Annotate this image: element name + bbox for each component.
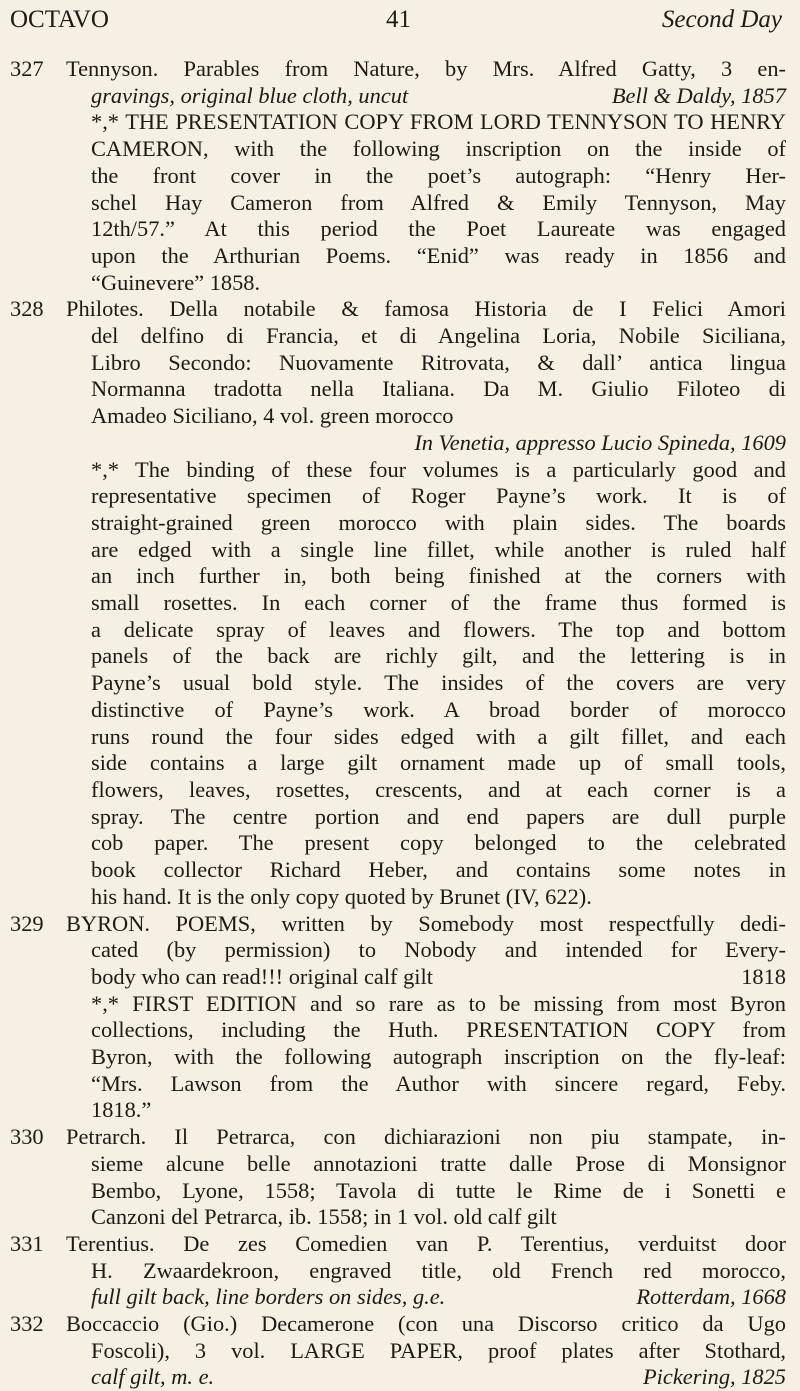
lot-entry (10, 1311, 786, 1391)
entry-note: CAMERON, with the following inscription on the inside of (91, 136, 786, 162)
entry-line: Libro Secondo: Nuovamente Ritrovata, & dall’ antica lingua (91, 349, 786, 375)
entry-text: gravings, original blue cloth, uncut (91, 82, 409, 108)
entry-note: schel Hay Cameron from Alfred & Emily Tennyson, May (91, 189, 786, 215)
entry-note: flowers, leaves, rosettes, crescents, and at each corner is a (91, 776, 786, 802)
entry-note: are edged with a single line fillet, while another is ruled half (91, 536, 786, 562)
entry-note: panels of the back are richly gilt, and the lettering is in (91, 643, 786, 669)
entry-text: full gilt back, line borders on sides, g.e. (91, 1284, 446, 1310)
publisher-imprint: In Venetia, appresso Lucio Spineda, 1609 (414, 429, 786, 455)
lot-number: 329 (10, 910, 44, 936)
entry-note: “Guinevere” 1858. (91, 269, 261, 295)
lot-number: 328 (10, 296, 44, 322)
entry-note: *,* The binding of these four volumes is a particularly good and (91, 456, 786, 482)
entry-line (66, 83, 786, 110)
lot-entry (10, 1124, 786, 1231)
entry-note: spray. The centre portion and end papers are dull purple (91, 803, 786, 829)
entry-note: *,* THE PRESENTATION COPY FROM LORD TENNYSON TO HENRY (91, 109, 786, 135)
entry-line: Amadeo Siciliano, 4 vol. green morocco (91, 403, 454, 429)
lot-list (10, 56, 786, 1391)
publisher-imprint: Rotterdam, 1668 (636, 1284, 786, 1310)
entry-line: del delfino di Francia, et di Angelina Loria, Nobile Siciliana, (91, 323, 786, 349)
entry-text: body who can read!!! original calf gilt (91, 963, 433, 989)
entry-text: calf gilt, m. e. (91, 1364, 215, 1390)
entry-note: distinctive of Payne’s work. A broad border of morocco (91, 696, 786, 722)
lot-entry (10, 296, 786, 910)
entry-note: straight-grained green morocco with plain sides. The boards (91, 509, 786, 535)
lot-number: 327 (10, 56, 44, 81)
entry-line: Tennyson. Parables from Nature, by Mrs. Alfred Gatty, 3 en- (66, 56, 786, 81)
entry-note: 1818.” (91, 1097, 152, 1123)
entry-note: small rosettes. In each corner of the frame thus formed is (91, 590, 786, 616)
entry-line: H. Zwaardekroon, engraved title, old French red morocco, (91, 1257, 786, 1283)
lot-entry (10, 56, 786, 296)
entry-line: Terentius. De zes Comedien van P. Terentius, verduitst door (66, 1230, 786, 1256)
entry-note: his hand. It is the only copy quoted by Brunet (IV, 622). (91, 883, 592, 909)
entry-note: representative specimen of Roger Payne’s work. It is of (91, 483, 786, 509)
entry-note: Byron, with the following autograph inscription on the fly-leaf: (91, 1044, 786, 1070)
entry-line (66, 1364, 786, 1391)
lot-entry (10, 1231, 786, 1311)
entry-note: “Mrs. Lawson from the Author with sincere regard, Feby. (91, 1070, 786, 1096)
lot-number: 332 (10, 1311, 44, 1337)
entry-line (66, 964, 786, 991)
entry-note: Payne’s usual bold style. The insides of the covers are very (91, 670, 786, 696)
entry-line: cated (by permission) to Nobody and intended for Every- (91, 937, 786, 963)
entry-line: BYRON. POEMS, written by Somebody most respectfully dedi- (66, 910, 786, 936)
entry-note: the front cover in the poet’s autograph: “Henry Her- (91, 162, 786, 188)
entry-note: 12th/57.” At this period the Poet Laureate was engaged (91, 216, 786, 242)
entry-line: Canzoni del Petrarca, ib. 1558; in 1 vol. old calf gilt (91, 1204, 557, 1230)
entry-line: Normanna tradotta nella Italiana. Da M. Giulio Filoteo di (91, 376, 786, 402)
entry-note: runs round the four sides edged with a gilt fillet, and each (91, 723, 786, 749)
running-header (10, 6, 782, 40)
publisher-imprint: Pickering, 1825 (642, 1364, 786, 1390)
format-label: OCTAVO (10, 6, 109, 33)
entry-note: *,* FIRST EDITION and so rare as to be missing from most Byron (91, 990, 786, 1016)
page-number: 41 (386, 6, 411, 33)
publisher-imprint: Bell & Daldy, 1857 (611, 82, 786, 108)
entry-line: sieme alcune belle annotazioni tratte dalle Prose di Monsignor (91, 1150, 786, 1176)
entry-line: Philotes. Della notabile & famosa Historia de I Felici Amori (66, 296, 786, 322)
entry-line: Petrarch. Il Petrarca, con dichiarazioni non piu stampate, in- (66, 1124, 786, 1150)
entry-note: cob paper. The present copy belonged to the celebrated (91, 830, 786, 856)
entry-line: Boccaccio (Gio.) Decamerone (con una Discorso critico da Ugo (66, 1311, 786, 1337)
entry-line (66, 430, 786, 457)
entry-note: a delicate spray of leaves and flowers. The top and bottom (91, 616, 786, 642)
lot-number: 330 (10, 1124, 44, 1150)
entry-note: book collector Richard Heber, and contains some notes in (91, 857, 786, 883)
sale-day-label: Second Day (661, 6, 782, 33)
entry-line: Foscoli), 3 vol. LARGE PAPER, proof plates after Stothard, (91, 1337, 786, 1363)
entry-note: side contains a large gilt ornament made up of small tools, (91, 750, 786, 776)
publication-year: 1818 (741, 963, 786, 989)
lot-entry (10, 911, 786, 1125)
entry-line (66, 1284, 786, 1311)
entry-note: an inch further in, both being finished at the corners with (91, 563, 786, 589)
lot-number: 331 (10, 1230, 44, 1256)
entry-line: Bembo, Lyone, 1558; Tavola di tutte le Rime de i Sonetti e (91, 1177, 786, 1203)
entry-note: upon the Arthurian Poems. “Enid” was ready in 1856 and (91, 242, 786, 268)
entry-note: collections, including the Huth. PRESENTATION COPY from (91, 1017, 786, 1043)
